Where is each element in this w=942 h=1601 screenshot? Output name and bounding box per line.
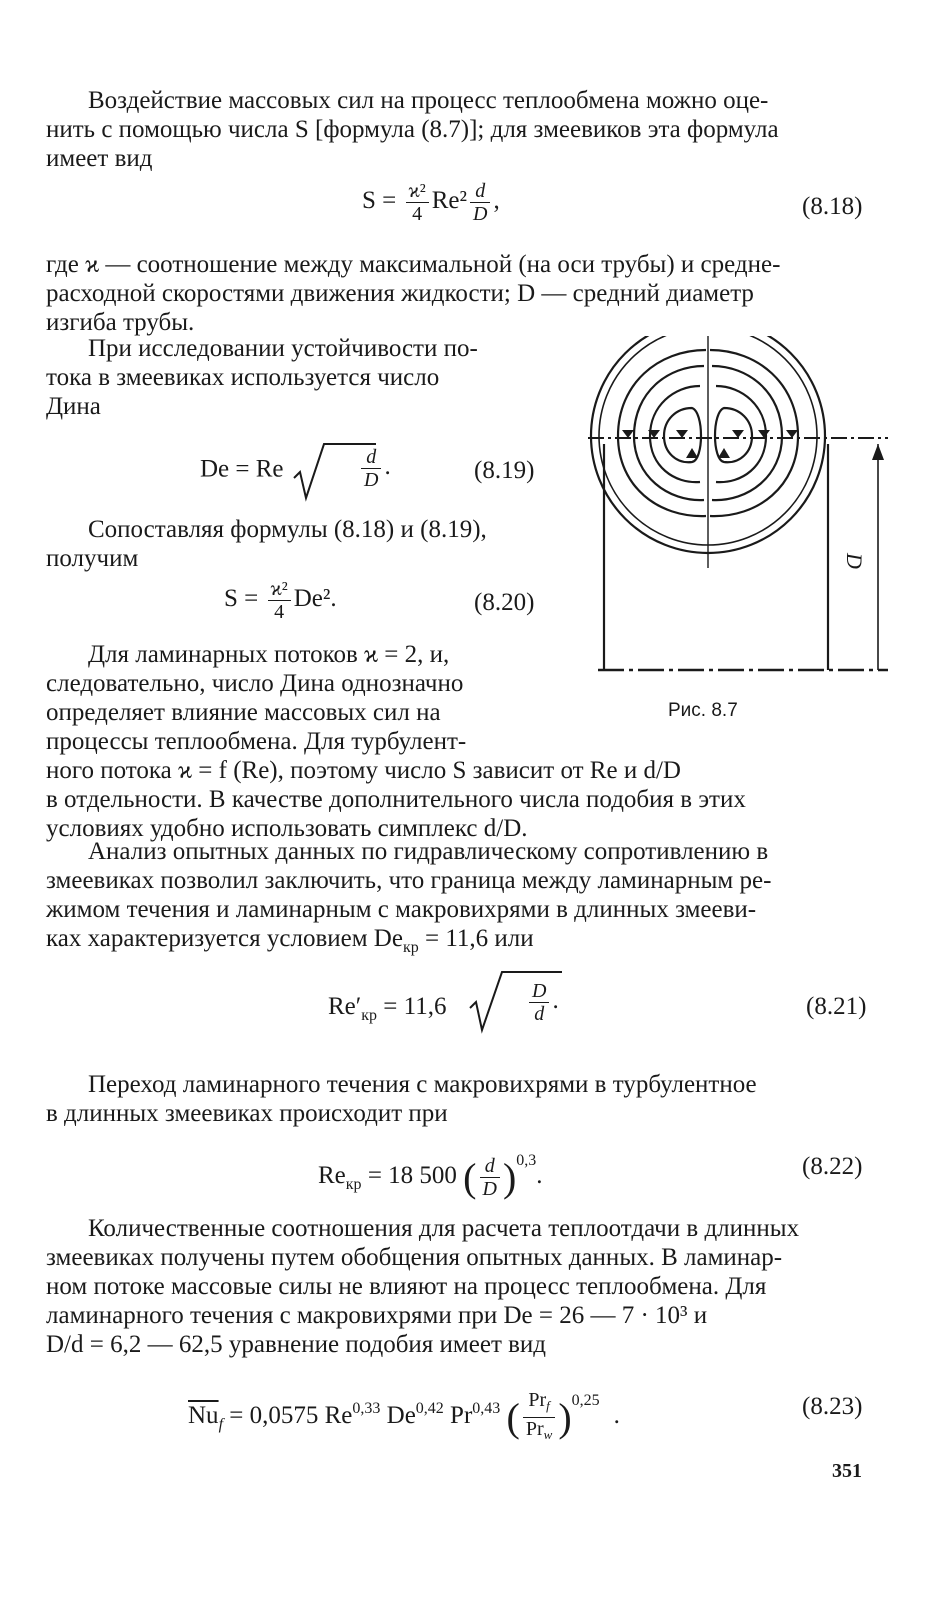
text-line: ного потока ϰ = f (Re), поэтому число S зависит от Re и d/D [46,757,681,784]
superscript: 0,33 [352,1400,381,1417]
fraction-numerator: d [470,180,490,203]
eq-rhs: = 0,0575 Re [223,1402,353,1429]
paragraph-8 [46,1214,876,1359]
fraction-denominator [523,1418,555,1446]
superscript: 0,3 [516,1152,537,1169]
fraction [406,180,429,225]
subscript: кр [361,1007,378,1024]
paragraph-3 [46,334,546,421]
eq-lhs: De = Re [200,455,284,483]
fraction-denominator: D [364,469,379,491]
text-line: расходной скоростями движения жидкости; D — средний диаметр [46,280,754,307]
text-line: змеевиках позволил заключить, что граница между ламинарным ре- [46,867,772,894]
equation-number: (8.20) [474,589,535,616]
text-line: Переход ламинарного течения с макровихрями в турбулентное [88,1071,757,1098]
text-line: определяет влияние массовых сил на [46,699,441,726]
fraction-text: Pr [525,1417,544,1440]
superscript: 0,43 [472,1400,501,1417]
equation-number: (8.19) [474,457,535,484]
fraction-numerator: d [361,446,381,469]
subscript: f [218,1416,224,1433]
paragraph-4 [46,515,546,573]
fraction-denominator: 4 [412,203,423,225]
eq-lhs: $\overline{Nu}$ [188,1402,219,1429]
fraction [480,1155,500,1200]
text-line: нить с помощью числа S [формула (8.7)]; для змеевиков эта формула [46,116,779,143]
fraction-denominator: D [473,203,488,225]
subscript: f [546,1397,550,1413]
eq-tail: . [552,987,559,1015]
eq-term: Pr [443,1402,473,1429]
equation-8-20 [224,578,337,623]
text-line: При исследовании устойчивости по- [88,335,478,362]
equation-number: (8.23) [802,1393,863,1420]
text-line: Сопоставляя формулы (8.18) и (8.19), [88,516,487,543]
fraction-denominator: D [482,1177,497,1200]
superscript: 0,42 [415,1400,444,1417]
eq-rhs: = 18 500 [361,1162,457,1189]
text-line: получим [46,545,139,572]
text-segment: = 11,6 или [418,925,534,952]
fraction-numerator: ϰ² [268,578,291,601]
figure-8-7 [588,336,890,676]
fraction-text: Pr [528,1388,547,1411]
right-paren: ) [502,1154,517,1200]
sqrt-fraction [358,446,391,491]
fraction [268,578,291,623]
superscript: 0,25 [571,1392,600,1409]
text-line: в отдельности. В качестве дополнительного числа подобия в этих [46,786,746,813]
equation-8-22 [318,1146,543,1200]
fraction-numerator: d [480,1155,500,1178]
text-line: D/d = 6,2 — 62,5 уравнение подобия имеет вид [46,1331,547,1358]
fraction-numerator: ϰ² [406,180,429,203]
eq-lhs: Re′ [328,993,362,1020]
equation-8-21 [328,992,446,1030]
eq-lhs: S = [362,187,403,215]
equation-8-18 [362,180,500,225]
eq-term: Re² [431,187,467,215]
eq-tail: . [384,453,391,481]
left-paren: ( [506,1394,520,1440]
text-line: где ϰ — соотношение между максимальной (на оси трубы) и средне- [46,251,781,278]
eq-term: De [380,1402,416,1429]
paragraph-6 [46,837,876,962]
text-line: условиях удобно использовать симплекс d/D. [46,815,528,842]
eq-tail: , [493,187,500,215]
fraction [470,180,490,225]
text-line: Воздействие массовых сил на процесс теплообмена можно оце- [88,87,769,114]
fraction-denominator: d [534,1003,545,1025]
right-paren: ) [558,1394,572,1440]
equation-8-23 [188,1386,620,1446]
eq-tail: . [536,1162,543,1189]
fraction-numerator: D [529,980,549,1003]
text-line [46,924,876,962]
equation-number: (8.21) [806,993,867,1020]
subscript: w [543,1426,553,1442]
text-line: Для ламинарных потоков ϰ = 2, и, [88,641,450,668]
eq-term: De². [293,585,337,613]
text-segment: ках характеризуется условием De [46,925,403,952]
text-line: ном потоке массовые силы не влияют на процесс теплообмена. Для [46,1273,767,1300]
page-number: 351 [832,1460,862,1482]
left-paren: ( [463,1154,477,1200]
text-line: процессы теплообмена. Для турбулент- [46,728,467,755]
fraction-denominator: 4 [274,601,285,623]
dimension-label: D [841,553,867,569]
fraction [361,446,381,491]
text-line: Количественные соотношения для расчета теплоотдачи в длинных [88,1215,800,1242]
text-line: следовательно, число Дина однозначно [46,670,464,697]
eq-lhs: S = [224,585,265,613]
eq-rhs: = 11,6 [377,993,447,1020]
paragraph-2 [46,250,876,337]
subscript: кр [345,1176,362,1193]
text-line: змеевиках получены путем обобщения опытных данных. В ламинар- [46,1244,783,1271]
sqrt-fraction [526,980,559,1025]
text-line: имеет вид [46,145,153,172]
paragraph-7 [46,1070,876,1128]
text-line: ламинарного течения с макровихрями при De = 26 — 7 · 10³ и [46,1302,708,1329]
text-line: жимом течения и ламинарным с макровихрями в длинных змееви- [46,896,757,923]
text-line: в длинных змеевиках происходит при [46,1100,448,1127]
coil-cross-section-diagram [588,336,890,676]
text-line: изгиба трубы. [46,309,195,336]
equation-8-19 [200,440,378,502]
eq-lhs: Re [318,1162,346,1189]
paragraph-1 [46,86,876,173]
eq-tail: . [613,1402,620,1429]
text-line: Анализ опытных данных по гидравлическому сопротивлению в [88,838,769,865]
fraction-numerator [523,1389,555,1418]
text-line: тока в змеевиках используется число [46,364,440,391]
figure-caption: Рис. 8.7 [668,700,738,721]
equation-number: (8.22) [802,1153,863,1180]
subscript: кр [402,939,419,956]
text-line: Дина [46,393,101,420]
fraction [523,1389,555,1446]
fraction [529,980,549,1025]
equation-number: (8.18) [802,193,863,220]
